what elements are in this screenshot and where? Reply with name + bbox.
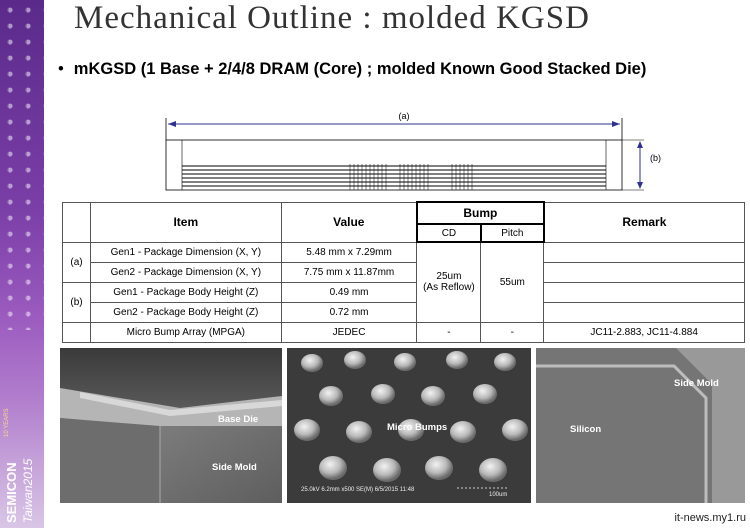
micro-bumps-label: Micro Bumps bbox=[387, 422, 448, 433]
item-header: Item bbox=[90, 202, 281, 242]
row-item: Gen1 - Package Body Height (Z) bbox=[90, 282, 281, 302]
bump-cd-note: (As Reflow) bbox=[423, 282, 475, 294]
row-item: Gen2 - Package Dimension (X, Y) bbox=[90, 262, 281, 282]
row-value: 0.49 mm bbox=[281, 282, 417, 302]
semicon-taiwan-logo bbox=[2, 395, 42, 525]
watermark: it-news.my1.ru bbox=[674, 512, 746, 524]
slide-title: Mechanical Outline : molded KGSD bbox=[74, 0, 590, 36]
bullet-text: mKGSD (1 Base + 2/4/8 DRAM (Core) ; molded Known Good Stacked Die) bbox=[73, 60, 647, 78]
sem-image-3 bbox=[536, 348, 745, 503]
side-mold-label-2: Side Mold bbox=[674, 378, 719, 389]
row-remark: JC11-2.883, JC11-4.884 bbox=[544, 322, 745, 342]
row-item: Micro Bump Array (MPGA) bbox=[90, 322, 281, 342]
scale-label: 100um bbox=[489, 492, 508, 498]
silicon-label: Silicon bbox=[570, 424, 602, 435]
remark-header: Remark bbox=[544, 202, 745, 242]
side-mold-label-1: Side Mold bbox=[212, 462, 257, 473]
sem-image-1 bbox=[60, 348, 282, 503]
hexagon-pattern bbox=[0, 0, 44, 330]
spec-table bbox=[62, 201, 745, 343]
taiwan-logo-text: Taiwan2015 bbox=[21, 458, 35, 523]
sem-caption: 25.0kV 6.2mm x500 SE(M) 6/5/2015 11:48 bbox=[301, 487, 415, 493]
row-value: 0.72 mm bbox=[281, 302, 417, 322]
mechanical-outline-drawing bbox=[160, 108, 680, 198]
dimension-b-label: (b) bbox=[650, 153, 661, 163]
sem-photo-micro-bumps bbox=[287, 348, 531, 503]
dimension-a-label: (a) bbox=[398, 111, 410, 121]
bump-pitch-cell: 55um bbox=[481, 242, 544, 322]
row-value: 7.75 mm x 11.87mm bbox=[281, 262, 417, 282]
row-value: JEDEC bbox=[281, 322, 417, 342]
row-remark bbox=[544, 302, 745, 322]
table-row bbox=[63, 282, 745, 302]
table-row bbox=[63, 262, 745, 282]
sem-photo-silicon bbox=[536, 348, 745, 503]
row-cd: - bbox=[417, 322, 481, 342]
row-item: Gen2 - Package Body Height (Z) bbox=[90, 302, 281, 322]
bump-cd-cell bbox=[417, 242, 481, 322]
row-group-empty bbox=[63, 322, 91, 342]
base-die-label: Base Die bbox=[218, 414, 259, 425]
group-b-label: (b) bbox=[63, 282, 91, 322]
table-row bbox=[63, 322, 745, 342]
bullet-marker: • bbox=[58, 60, 64, 78]
row-remark bbox=[544, 262, 745, 282]
cd-header: CD bbox=[417, 224, 481, 242]
pitch-header: Pitch bbox=[481, 224, 544, 242]
row-value: 5.48 mm x 7.29mm bbox=[281, 242, 417, 262]
row-item: Gen1 - Package Dimension (X, Y) bbox=[90, 242, 281, 262]
bump-cd-value: 25um bbox=[436, 271, 462, 283]
row-remark bbox=[544, 282, 745, 302]
table-row bbox=[63, 242, 745, 262]
bullet-line bbox=[58, 60, 646, 79]
group-a-label: (a) bbox=[63, 242, 91, 282]
ten-years-text: 10 YEARS bbox=[4, 408, 10, 437]
bump-header: Bump bbox=[417, 202, 544, 224]
row-pitch: - bbox=[481, 322, 544, 342]
semicon-logo-text: SEMICON bbox=[4, 462, 19, 523]
group-header-cell bbox=[63, 202, 91, 242]
table-row bbox=[63, 302, 745, 322]
row-remark bbox=[544, 242, 745, 262]
semicon-sidebar bbox=[0, 0, 44, 528]
value-header: Value bbox=[281, 202, 417, 242]
sem-image-2 bbox=[287, 348, 531, 503]
sem-photo-base-die bbox=[60, 348, 282, 503]
